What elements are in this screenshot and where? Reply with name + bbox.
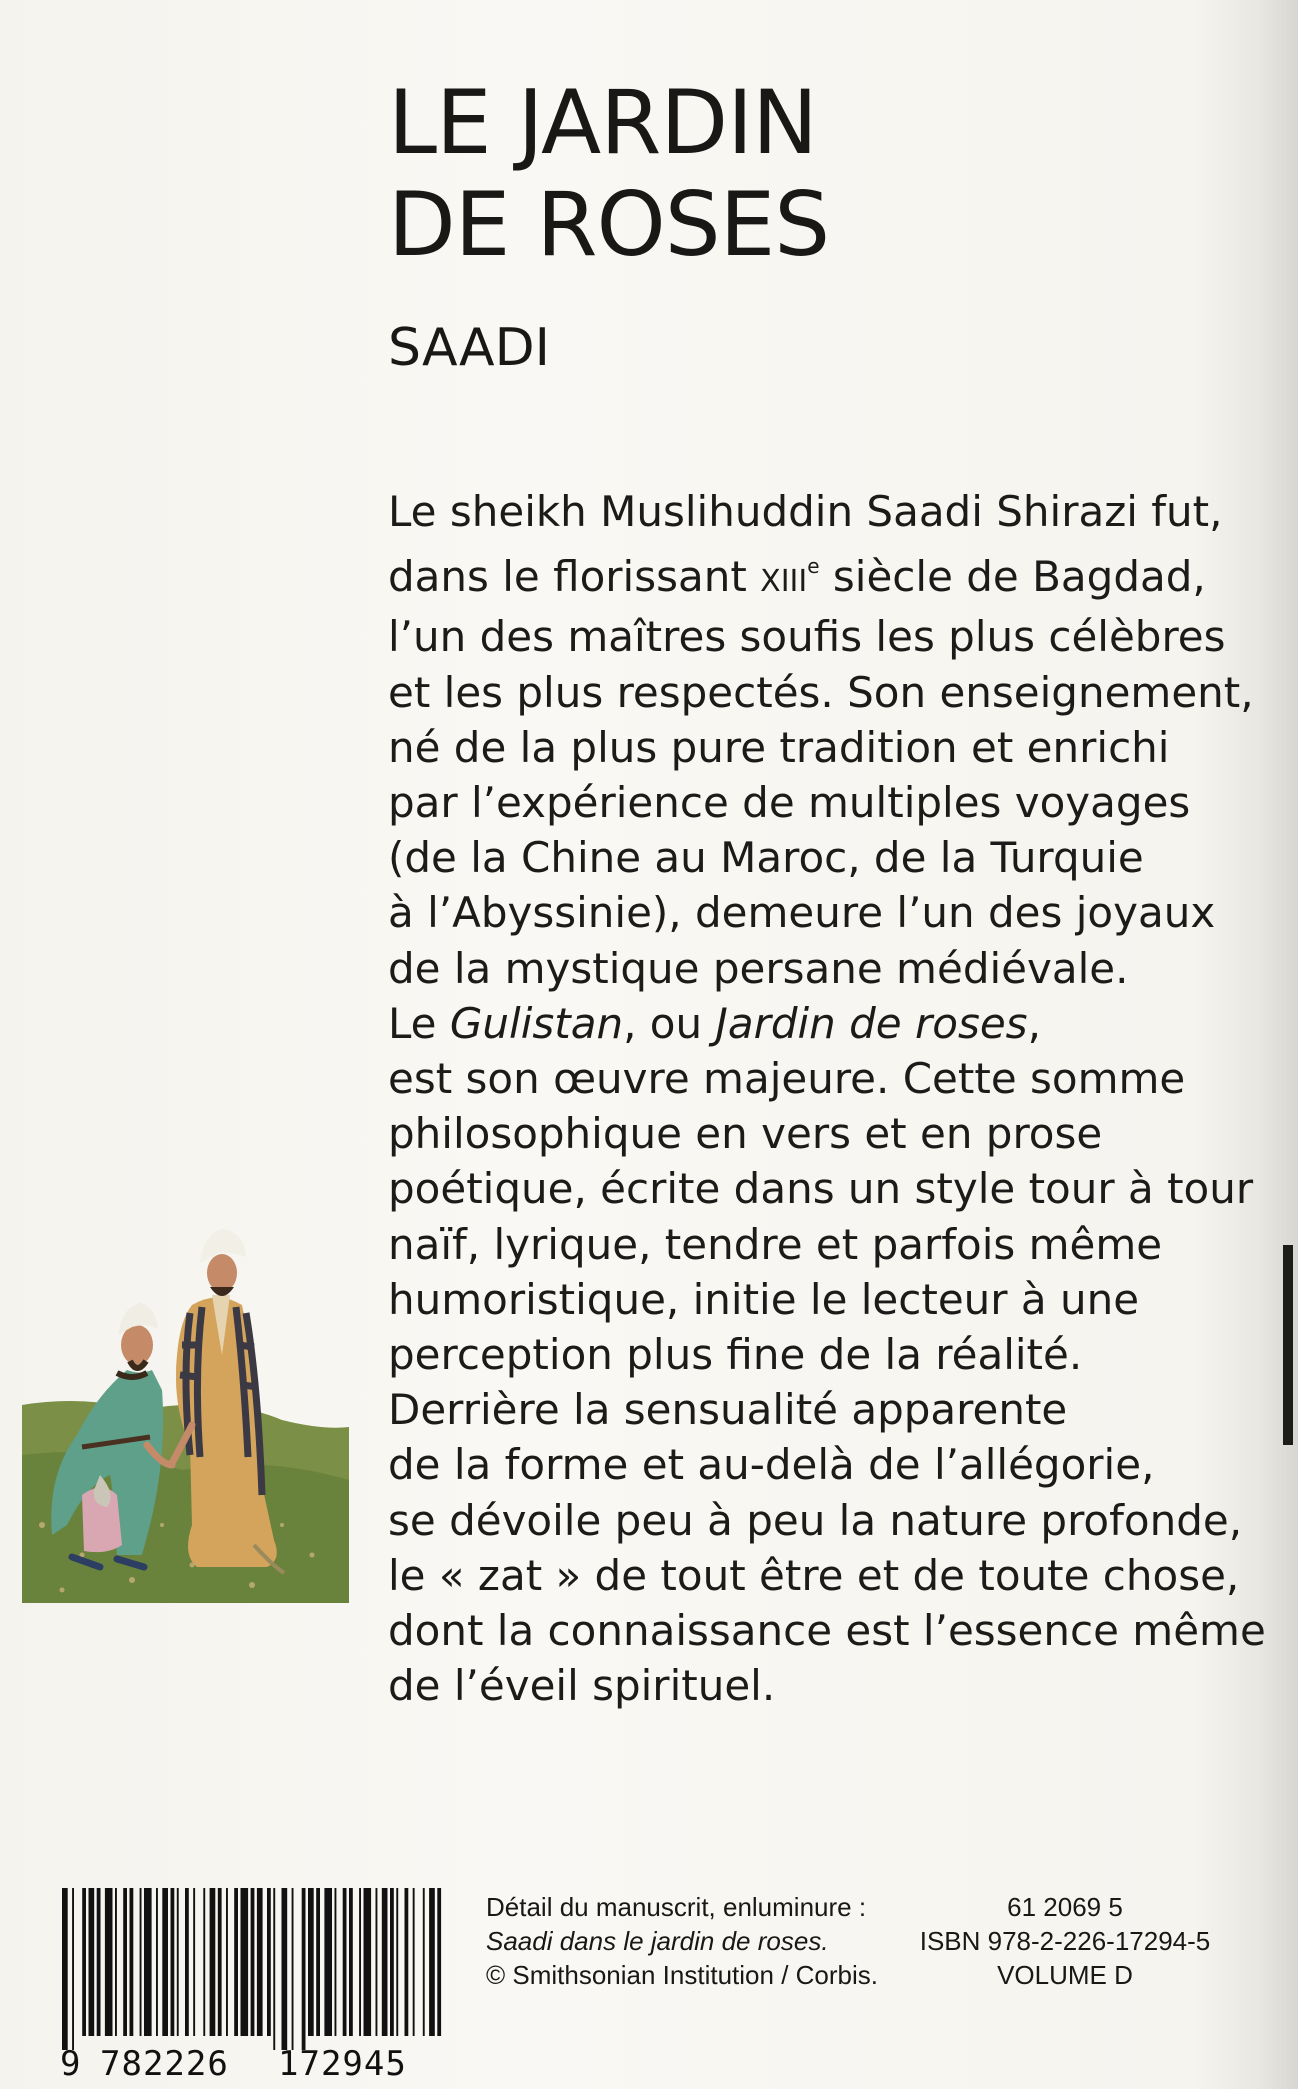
barcode-bar — [396, 1888, 398, 2036]
barcode-bar — [257, 1888, 263, 2036]
barcode-bar — [130, 1888, 134, 2036]
publisher-codes — [910, 1890, 1220, 1992]
blurb-line: né de la plus pure tradition et enrichi — [388, 722, 1170, 772]
blurb-line: (de la Chine au Maroc, de la Turquie — [388, 833, 1144, 883]
credit-line: Détail du manuscrit, enluminure : — [486, 1892, 867, 1922]
barcode-bar — [241, 1888, 249, 2036]
title-line-2: DE ROSES — [388, 173, 830, 276]
credit-line: © Smithsonian Institution / Corbis. — [486, 1960, 878, 1990]
blurb-line: Le sheikh Muslihuddin Saadi Shirazi fut, — [388, 487, 1223, 536]
barcode-bar — [335, 1888, 337, 2036]
barcode-bar — [292, 1888, 294, 2050]
blurb-line: par l’expérience de multiples voyages — [388, 778, 1191, 828]
blurb-line: humoristique, initie le lecteur à une — [388, 1274, 1140, 1324]
blurb-line: de la forme et au-delà de l’allégorie, — [388, 1440, 1155, 1490]
reference-number: 61 2069 5 — [1007, 1892, 1123, 1922]
barcode-bar — [302, 1888, 306, 2050]
barcode-bar — [423, 1888, 425, 2036]
blurb-line: philosophique en vers et en prose — [388, 1109, 1103, 1159]
barcode-bar — [144, 1888, 152, 2036]
barcode-bar — [140, 1888, 142, 2036]
blurb-line: le « zat » de tout être et de toute chose, — [388, 1550, 1240, 1600]
barcode-bar — [185, 1888, 189, 2036]
barcode-bar — [273, 1888, 275, 2050]
blurb-line: perception plus fine de la réalité. — [388, 1330, 1083, 1380]
blurb-line: de la mystique persane médiévale. — [388, 943, 1129, 993]
barcode-bar — [72, 1888, 74, 2050]
barcode-bar — [62, 1888, 68, 2050]
barcode-bar — [343, 1888, 347, 2036]
barcode-bar — [405, 1888, 409, 2036]
barcode-digit-first: 9 — [60, 2044, 82, 2084]
barcode-bar — [324, 1888, 332, 2036]
image-credits — [486, 1890, 878, 1992]
barcode-digit-group-1: 782226 — [100, 2044, 229, 2084]
barcode-bar — [413, 1888, 415, 2036]
blurb-line: se dévoile peu à peu la nature profonde, — [388, 1495, 1243, 1545]
barcode-bar — [171, 1888, 175, 2036]
barcode-bar — [105, 1888, 113, 2036]
barcode-digits — [60, 2044, 450, 2084]
barcode-bar — [115, 1888, 117, 2036]
barcode-bar — [251, 1888, 255, 2036]
title-line-1: LE JARDIN — [388, 71, 817, 174]
credit-line: Saadi dans le jardin de roses. — [486, 1926, 829, 1956]
barcode-bar — [349, 1888, 353, 2036]
barcode-bar — [382, 1888, 388, 2036]
barcode-bar — [193, 1888, 195, 2036]
blurb-line: Le Gulistan, ou Jardin de roses, — [388, 998, 1041, 1048]
barcode-bar — [376, 1888, 378, 2036]
work-title-gulistan: Gulistan — [449, 998, 624, 1048]
blurb-line: poétique, écrite dans un style tour à tour — [388, 1164, 1254, 1214]
barcode-bar — [123, 1888, 127, 2036]
isbn-number: ISBN 978-2-226-17294-5 — [919, 1926, 1211, 1956]
barcode-bar — [226, 1888, 228, 2036]
century-superscript: e — [807, 554, 820, 579]
blurb-line: l’un des maîtres soufis les plus célèbres — [388, 612, 1226, 662]
barcode-bar — [308, 1888, 314, 2036]
blurb-line: naïf, lyrique, tendre et parfois même — [388, 1219, 1163, 1269]
barcode-bar — [156, 1888, 158, 2036]
barcode-bar — [177, 1888, 179, 2036]
barcode-bar — [203, 1888, 205, 2036]
barcode-bar — [234, 1888, 238, 2036]
barcode-bar — [267, 1888, 271, 2036]
barcode-bar — [282, 1888, 288, 2050]
book-title — [388, 72, 829, 276]
barcode-bar — [390, 1888, 394, 2036]
barcode-bar — [210, 1888, 216, 2036]
barcode-bar — [437, 1888, 441, 2036]
persian-miniature-illustration — [22, 1195, 349, 1603]
blurb-text — [388, 484, 1288, 1713]
barcode-bar — [89, 1888, 95, 2036]
blurb-line: est son œuvre majeure. Cette somme — [388, 1054, 1186, 1104]
author-name: SAADI — [388, 318, 550, 378]
blurb-line: Derrière la sensualité apparente — [388, 1385, 1068, 1435]
barcode-bar — [429, 1888, 435, 2036]
blurb-line: de l’éveil spirituel. — [388, 1661, 776, 1711]
barcode-bar — [97, 1888, 101, 2036]
barcode-bar — [364, 1888, 372, 2036]
barcode-bar — [82, 1888, 86, 2036]
volume-label: VOLUME D — [997, 1960, 1133, 1990]
barcode-bar — [218, 1888, 222, 2036]
barcode-bar — [162, 1888, 168, 2036]
blurb-line: à l’Abyssinie), demeure l’un des joyaux — [388, 888, 1216, 938]
barcode-bar — [359, 1888, 361, 2036]
blurb-line: dans le florissant XIIIe siècle de Bagdad, — [388, 552, 1206, 602]
work-title-jardin: Jardin de roses — [715, 998, 1028, 1048]
barcode-bar — [316, 1888, 320, 2036]
isbn-barcode — [60, 1888, 442, 2050]
barcode-digit-group-2: 172945 — [278, 2044, 407, 2084]
blurb-line: et les plus respectés. Son enseignement, — [388, 667, 1254, 717]
blurb-line: dont la connaissance est l’essence même — [388, 1606, 1266, 1656]
century-numeral: XIII — [760, 564, 808, 600]
